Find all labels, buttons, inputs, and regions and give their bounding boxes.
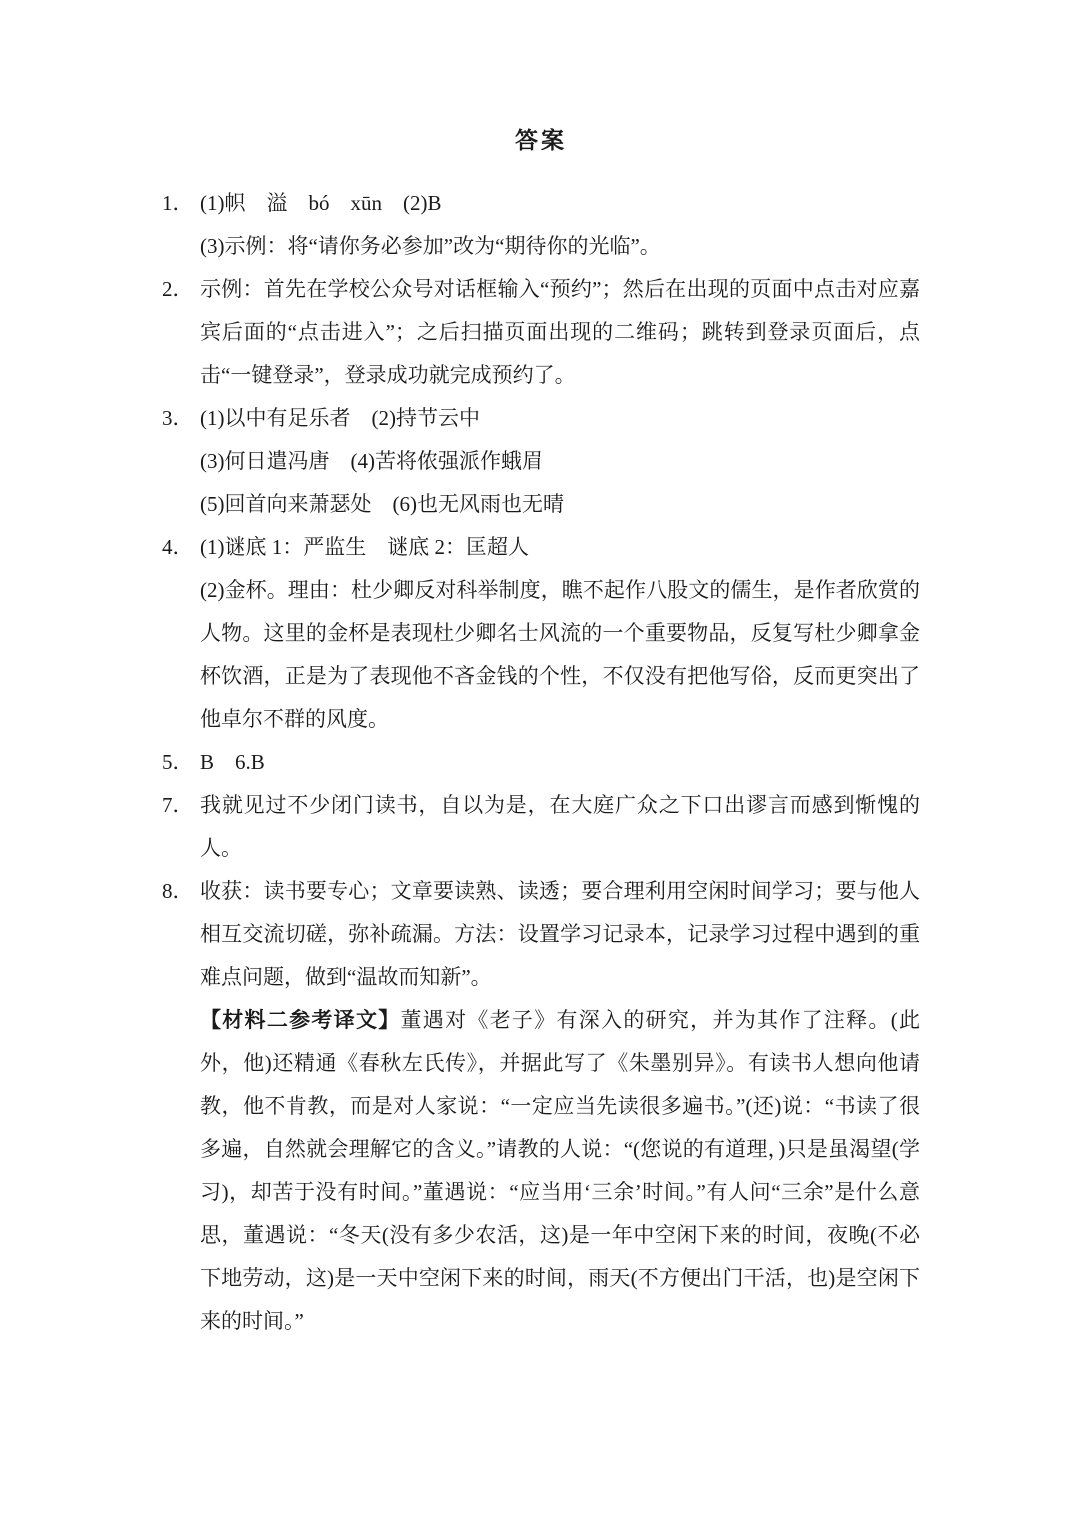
item-content [200,870,920,999]
item-paragraph: 收获：读书要专心；文章要读熟、读透；要合理利用空闲时间学习；要与他人相互交流切磋，弥补疏漏。方法：设置学习记录本，记录学习过程中遇到的重难点问题，做到“温故而知新”。 [200,879,920,989]
answer-item [162,526,920,741]
answer-list [162,182,920,1343]
item-paragraph: 示例：首先在学校公众号对话框输入“预约”；然后在出现的页面中点击对应嘉宾后面的“点击进入”；之后扫描页面出现的二维码；跳转到登录页面后，点击“一键登录”，登录成功就完成预约了。 [200,277,920,387]
item-content [200,741,920,784]
answer-item [162,870,920,999]
answer-item [162,999,920,1343]
answer-item [162,741,920,784]
item-paragraph: (3)何日遣冯唐 (4)苦将侬强派作蛾眉 [200,449,543,473]
item-content [200,526,920,741]
paragraph-bold-label: 【材料二参考译文】 [200,1008,401,1032]
item-number: 8． [162,879,194,903]
answer-item [162,182,920,268]
item-number: 3． [162,406,194,430]
item-number: 5． [162,750,194,774]
item-paragraph: (2)金杯。理由：杜少卿反对科举制度，瞧不起作八股文的儒生，是作者欣赏的人物。这里的金杯是表现杜少卿名士风流的一个重要物品，反复写杜少卿拿金杯饮酒，正是为了表现他不吝金钱的个性，不仅没有把他写俗，反而更突出了他卓尔不群的风度。 [200,578,920,731]
item-paragraph: 我就见过不少闭门读书，自以为是，在大庭广众之下口出谬言而感到惭愧的人。 [200,793,920,860]
item-content [200,999,920,1343]
item-content [200,397,920,526]
item-paragraph: (5)回首向来萧瑟处 (6)也无风雨也无晴 [200,492,564,516]
item-paragraph: (1)谜底 1：严监生 谜底 2：匡超人 [200,535,529,559]
page-title: 答案 [515,128,567,153]
item-paragraph: (1)以中有足乐者 (2)持节云中 [200,406,480,430]
item-paragraph: 【材料二参考译文】董遇对《老子》有深入的研究，并为其作了注释。(此外，他)还精通《春秋左氏传》，并据此写了《朱墨别异》。有读书人想向他请教，他不肯教，而是对人家说：“一定应当先读很多遍书。”(还)说：“书读了很多遍，自然就会理解它的含义。”请教的人说：“(您说的有道理，)只是虽渴望(学习)，却苦于没有时间。”董遇说：“应当用‘三余’时间。”有人问“三余”是什么意思，董遇说：“冬天(没有多少农活，这)是一年中空闲下来的时间，夜晚(不必下地劳动，这)是一天中空闲下来的时间，雨天(不方便出门干活，也)是空闲下来的时间。” [200,1008,920,1333]
item-number: 4． [162,535,194,559]
item-paragraph: (1)帜 溢 bó xūn (2)B [200,191,442,215]
answer-item [162,268,920,397]
item-paragraph: B 6.B [200,750,265,774]
item-number: 2． [162,277,194,301]
item-content [200,268,920,397]
item-content [200,182,920,268]
item-number: 1． [162,191,194,215]
item-number: 7． [162,793,194,817]
answer-item [162,397,920,526]
answer-item [162,784,920,870]
item-content [200,784,920,870]
item-paragraph: (3)示例：将“请你务必参加”改为“期待你的光临”。 [200,234,661,258]
